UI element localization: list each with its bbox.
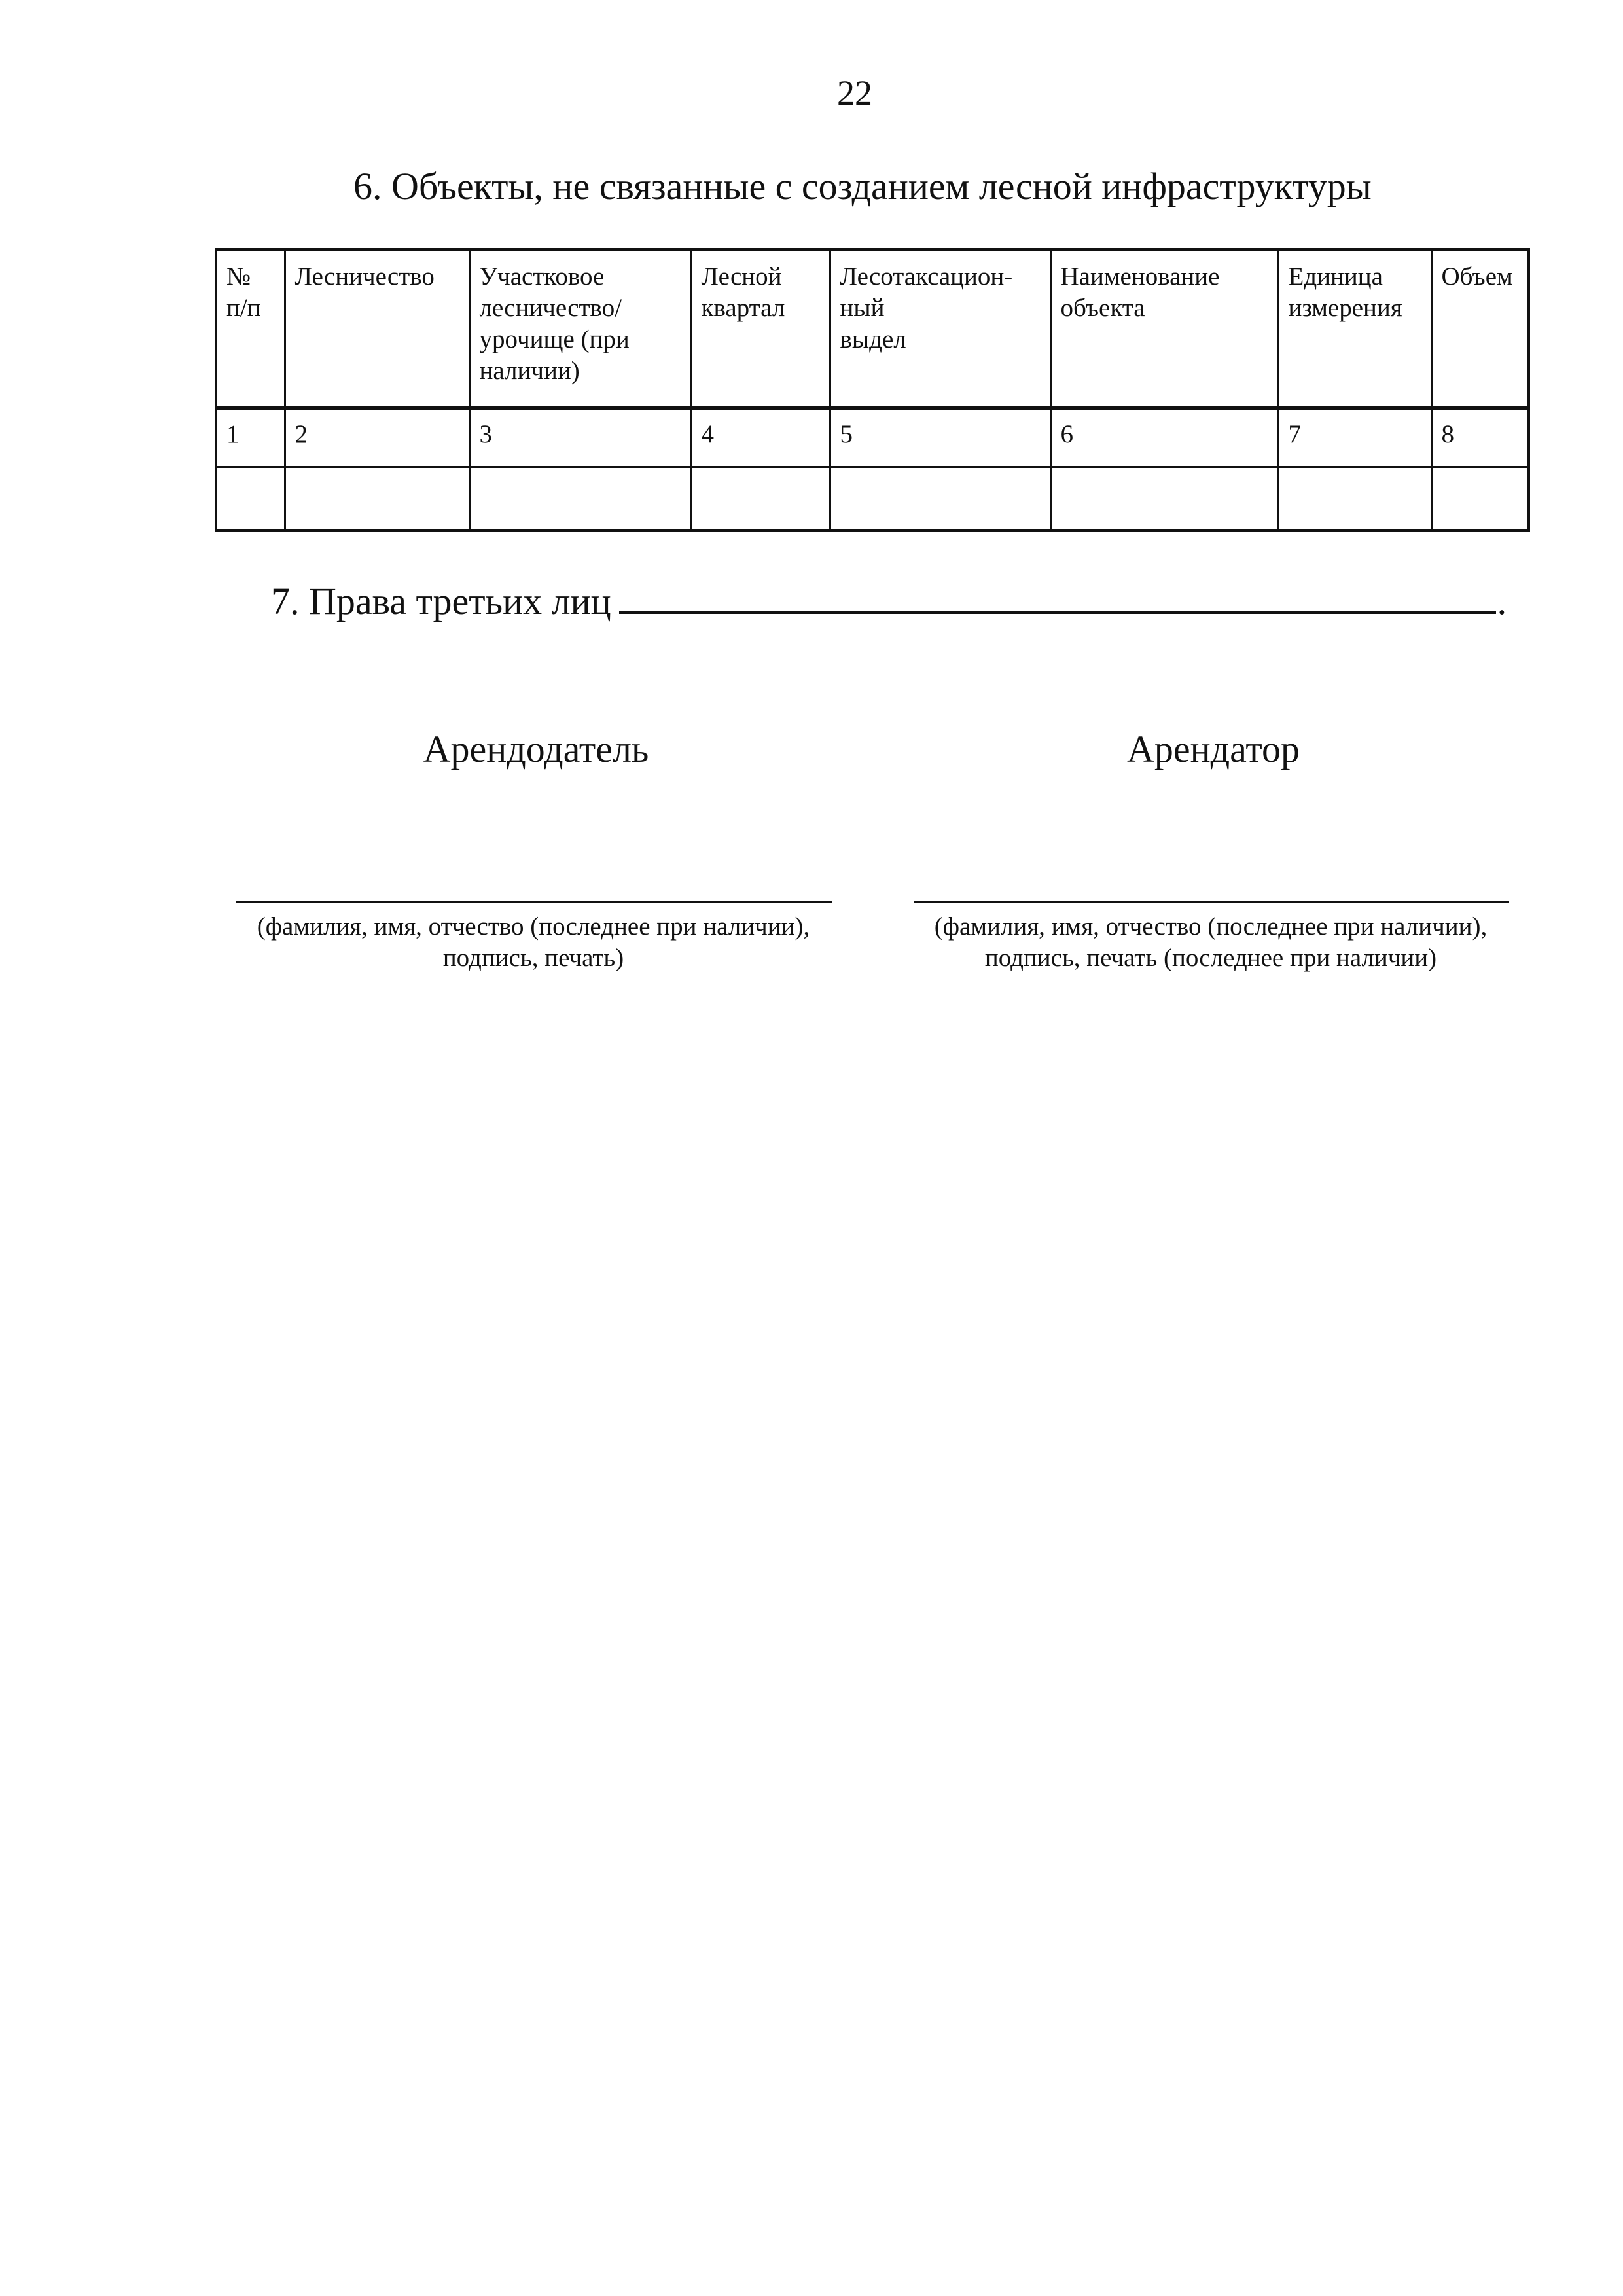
lessee-signature-block	[910, 726, 1512, 974]
header-cell-forest-quarter	[691, 249, 830, 408]
table-cell: 7	[1278, 408, 1431, 467]
table-cell-empty	[1278, 467, 1431, 531]
lessor-caption-line-1: (фамилия, имя, отчество (последнее при наличии),	[257, 912, 810, 941]
table-cell-empty	[830, 467, 1050, 531]
header-cell-district-forestry	[469, 249, 691, 408]
third-party-rights-label: 7. Права третьих лиц	[271, 580, 611, 622]
header-cell-object-name	[1050, 249, 1278, 408]
table-cell-empty	[1050, 467, 1278, 531]
table-cell: 8	[1431, 408, 1529, 467]
table-cell-empty	[469, 467, 691, 531]
table-row-empty	[216, 467, 1529, 531]
third-party-rights	[271, 573, 1507, 624]
header-cell-number	[216, 249, 285, 408]
table-cell-empty	[285, 467, 469, 531]
header-cell-label: Наименование объекта	[1060, 262, 1220, 322]
table-row-column-numbers	[216, 408, 1529, 467]
table-cell: 4	[691, 408, 830, 467]
table-cell-empty	[216, 467, 285, 531]
header-cell-label: Лесной квартал	[701, 262, 785, 322]
table-header-row	[216, 249, 1529, 408]
header-cell-unit	[1278, 249, 1431, 408]
header-cell-volume	[1431, 249, 1529, 408]
page-number: 22	[837, 73, 872, 113]
table-cell: 6	[1050, 408, 1278, 467]
header-cell-label: Лесничество	[294, 262, 435, 291]
lessee-caption-line-2: подпись, печать (последнее при наличии)	[984, 944, 1437, 972]
header-cell-label: Объем	[1441, 262, 1513, 291]
lessee-caption-line-1: (фамилия, имя, отчество (последнее при наличии),	[934, 912, 1488, 941]
table-cell: 3	[469, 408, 691, 467]
lessor-caption-line-2: подпись, печать)	[442, 944, 624, 972]
header-cell-label: Единица измерения	[1288, 262, 1402, 322]
third-party-rights-blank-field	[619, 573, 1496, 614]
header-cell-taxation-unit	[830, 249, 1050, 408]
header-cell-forestry	[285, 249, 469, 408]
objects-table	[215, 248, 1530, 532]
header-cell-label: Участковое лесничество/ урочище (при наличии)	[479, 262, 630, 385]
lessee-title: Арендатор	[1126, 728, 1300, 770]
table-cell-empty	[691, 467, 830, 531]
header-cell-label: № п/п	[226, 262, 261, 322]
lessor-signature-line	[236, 901, 832, 903]
lessee-signature-line	[914, 901, 1509, 903]
lessor-title: Арендодатель	[423, 728, 649, 770]
table-cell: 5	[830, 408, 1050, 467]
lessor-signature-block	[232, 726, 834, 974]
table-cell: 2	[285, 408, 469, 467]
section-6-title: 6. Объекты, не связанные с созданием лесной инфраструктуры	[353, 165, 1372, 207]
table-cell-empty	[1431, 467, 1529, 531]
header-cell-label: Лесотаксацион- ный выдел	[840, 262, 1013, 353]
third-party-rights-end-mark: .	[1497, 580, 1507, 622]
table-cell: 1	[216, 408, 285, 467]
